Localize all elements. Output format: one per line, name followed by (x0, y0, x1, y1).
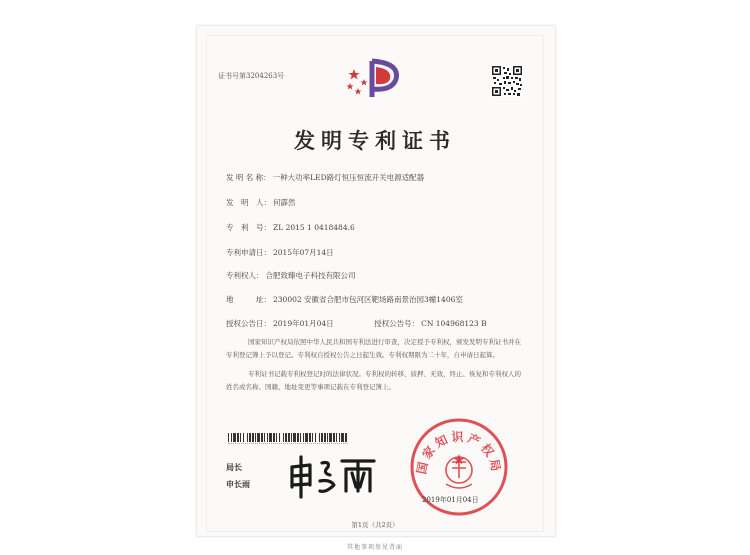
field-value: 何霹然 (273, 198, 296, 207)
barcode-underline (228, 443, 348, 447)
director-signature (286, 451, 378, 499)
director-title: 局长 (226, 462, 242, 472)
field-label: 专利权人： (226, 271, 264, 280)
field-address (226, 294, 463, 305)
grant-pub-value: CN 104968123 B (421, 319, 487, 328)
grant-date-value: 2019年01月04日 (273, 319, 334, 328)
director-name: 申长雨 (226, 479, 250, 489)
field-label: 专利申请日： (226, 248, 271, 257)
seal-text: 国家知识产权局 (414, 430, 504, 476)
field-label: 专 利 号： (226, 223, 271, 232)
field-value: 合肥致臻电子科技有限公司 (265, 271, 356, 280)
field-inventor (226, 197, 296, 208)
qr-code-icon (491, 65, 523, 97)
grant-info-row (226, 318, 487, 329)
grant-date-label: 授权公告日： (226, 319, 271, 328)
seal-date: 2019年01月04日 (422, 496, 479, 504)
field-invention-name (226, 172, 424, 183)
field-value: 230002 安徽省合肥市包河区靶场路南景治园3幢1406室 (273, 295, 463, 304)
page-indicator: 第1页（共2页） (351, 521, 399, 529)
barcode-icon (228, 433, 348, 442)
certificate-number: 证书号第3204263号 (218, 72, 285, 80)
field-value: ZL 2015 1 0418484.6 (273, 223, 355, 232)
certificate-paragraph: 国家知识产权局依照中华人民共和国专利法进行审查，决定授予专利权，颁发发明专利证书并在专利登记簿上予以登记。专利权自授权公告之日起生效。专利权期限为二十年，自申请日起算。 (226, 338, 521, 359)
cnipa-logo-icon (342, 55, 408, 103)
field-label: 发 明 人： (226, 198, 271, 207)
page-title: 发明专利证书 (294, 128, 456, 153)
field-value: 2015年07月14日 (273, 248, 334, 257)
field-application-date (226, 247, 334, 258)
field-value: 一种大功率LED路灯恒压恒流开关电源适配器 (272, 173, 425, 182)
field-label: 地 址： (226, 295, 271, 304)
grant-pub-label: 授权公告号： (374, 319, 420, 328)
certificate-paragraph: 专利证书记载专利权登记时的法律状况。专利权的转移、质押、无效、终止、恢复和专利权人的姓名或名称、国籍、地址变更等事项记载在专利登记簿上。 (226, 370, 521, 391)
field-label: 发 明 名 称： (226, 173, 271, 182)
footer-note: 其他事项参见背面 (346, 544, 403, 551)
field-patent-number (226, 222, 355, 233)
field-patentee (226, 270, 356, 281)
